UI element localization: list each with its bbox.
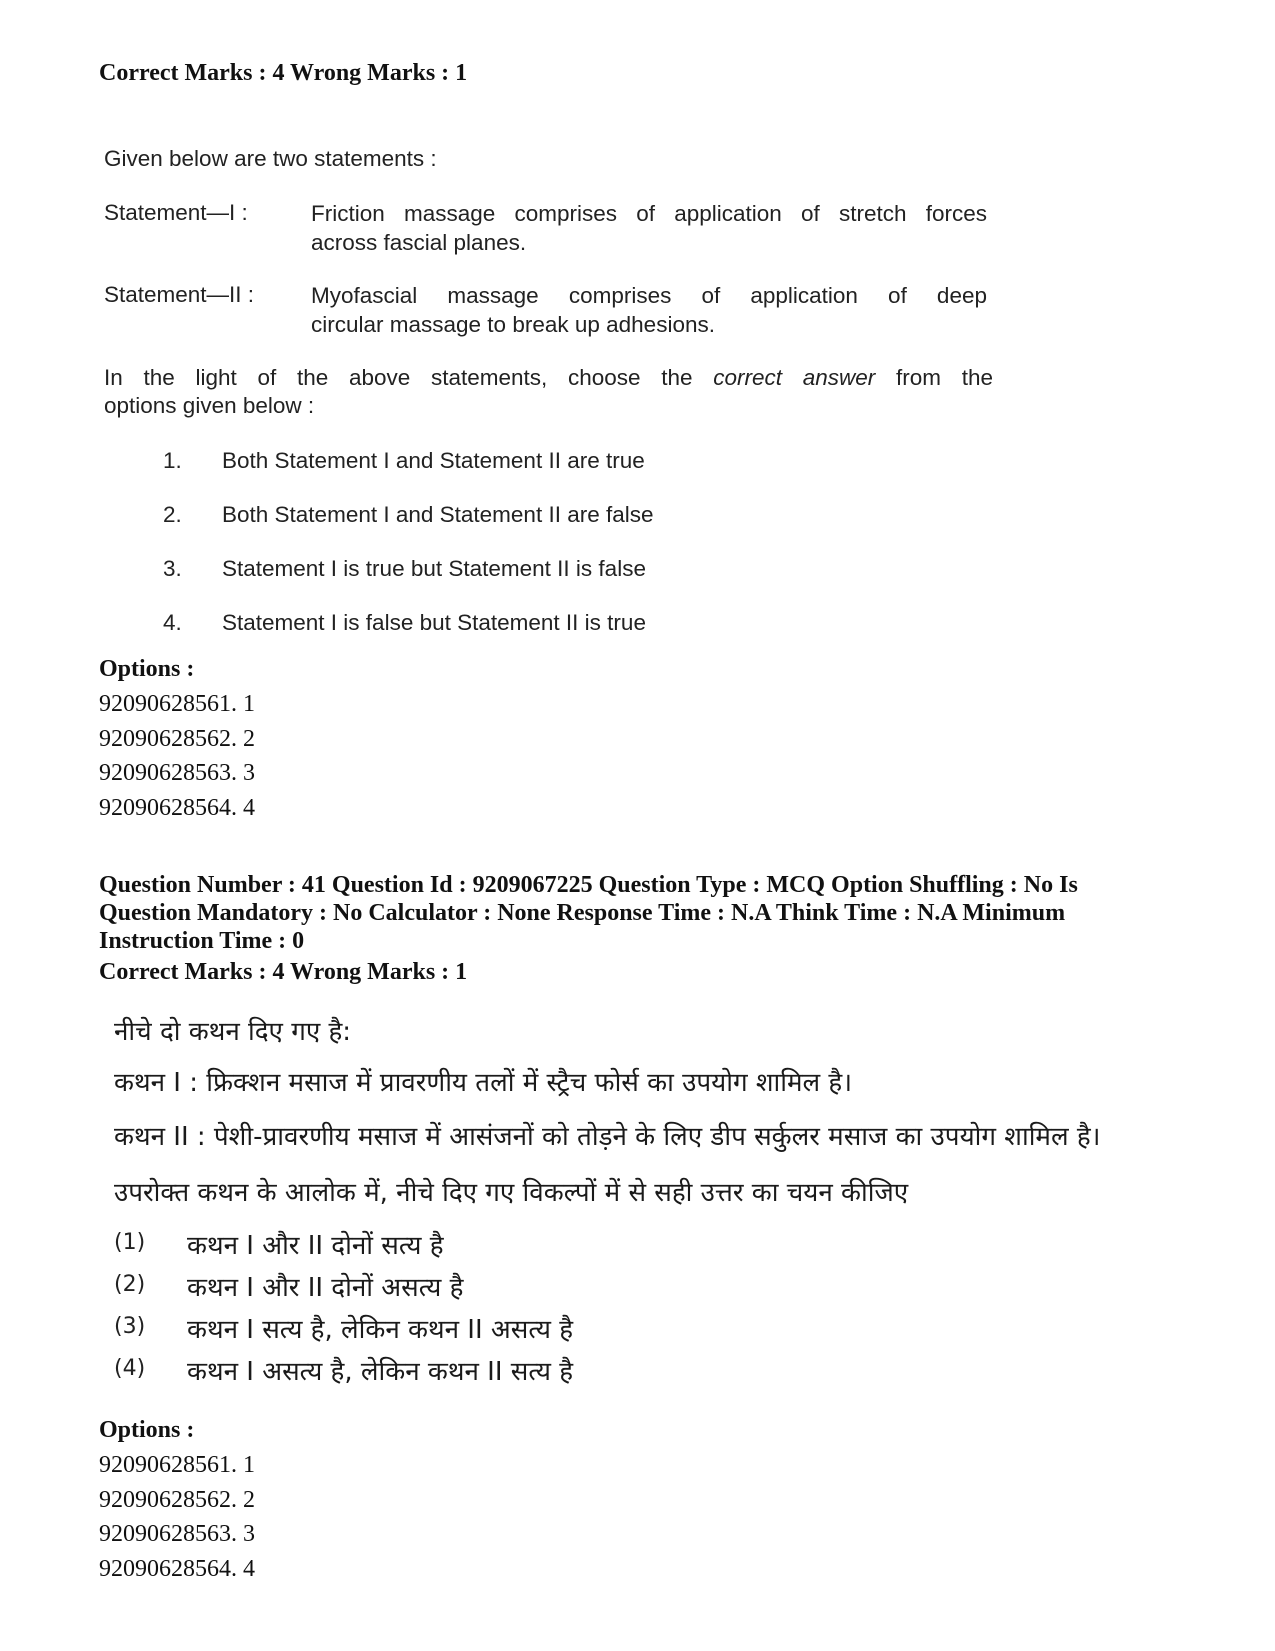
q41-choice-text: कथन I सत्य है, लेकिन कथन II असत्य है [187, 1315, 574, 1345]
q40-instruction-post: from the [875, 365, 994, 390]
list-item: 92090628562. 2 [99, 1486, 255, 1513]
q41-instruction: उपरोक्त कथन के आलोक में, नीचे दिए गए विकल्पों में से सही उत्तर का चयन कीजिए [114, 1178, 909, 1208]
q40-options-label: Options : [99, 656, 195, 682]
list-item: 92090628564. 4 [99, 794, 255, 821]
list-item: 92090628563. 3 [99, 760, 255, 786]
q41-meta-line3: Instruction Time : 0 [99, 928, 305, 954]
list-item: 92090628564. 4 [99, 1555, 255, 1582]
q41-meta-line2: Question Mandatory : No Calculator : None Response Time : N.A Think Time : N.A Minimum [99, 900, 1066, 926]
q40-instruction-pre: In the light of the above statements, choose the [104, 365, 714, 390]
q40-choice-text: Statement I is true but Statement II is false [222, 556, 646, 581]
q40-instruction-line2: options given below : [104, 393, 315, 418]
q41-marks: Correct Marks : 4 Wrong Marks : 1 [99, 959, 468, 985]
q41-choice-text: कथन I और II दोनों सत्य है [187, 1231, 444, 1261]
q41-meta [99, 871, 1189, 955]
q41-choice-num: (3) [114, 1314, 146, 1339]
q41-options-list [99, 1448, 255, 1586]
q41-meta-line1: Question Number : 41 Question Id : 9209067225 Question Type : MCQ Option Shuffling : No Is [99, 872, 1078, 898]
q40-statement1-line1: Friction massage comprises of application of stretch forces [311, 201, 987, 226]
q40-statement2-line1: Myofascial massage comprises of application of deep [311, 283, 987, 308]
list-item: 92090628561. 1 [99, 1452, 255, 1478]
q41-choice-text: कथन I और II दोनों असत्य है [187, 1273, 464, 1303]
list-item: 92090628563. 3 [99, 1521, 255, 1547]
q40-statement2-line2: circular massage to break up adhesions. [311, 312, 715, 337]
q40-choice-num: 4. [163, 610, 182, 635]
q40-choice-text: Statement I is false but Statement II is true [222, 610, 646, 635]
q40-statement1-label: Statement—I : [104, 200, 248, 225]
q41-statement1: कथन I : फ्रिक्शन मसाज में प्रावरणीय तलों में स्ट्रैच फोर्स का उपयोग शामिल है। [114, 1068, 853, 1098]
q40-instruction-emphasis: correct answer [713, 365, 876, 390]
q41-choice-num: (1) [114, 1230, 146, 1255]
q40-statement1-line2: across fascial planes. [311, 230, 527, 255]
q40-choice-num: 1. [163, 448, 182, 473]
q40-statement2 [311, 281, 987, 339]
q41-intro: नीचे दो कथन दिए गए है: [114, 1017, 352, 1047]
q41-choice-num: (4) [114, 1356, 146, 1381]
q41-options-label: Options : [99, 1417, 195, 1443]
q41-statement2: कथन II : पेशी-प्रावरणीय मसाज में आसंजनों को तोड़ने के लिए डीप सर्कुलर मसाज का उपयोग शामिल है। [114, 1122, 1101, 1152]
q40-statement2-label: Statement—II : [104, 282, 255, 307]
list-item: 92090628561. 1 [99, 691, 255, 717]
q40-choice-text: Both Statement I and Statement II are false [222, 502, 654, 527]
q40-marks: Correct Marks : 4 Wrong Marks : 1 [99, 60, 468, 86]
q40-instruction [104, 363, 993, 393]
q40-options-list [99, 687, 255, 825]
q40-choice-text: Both Statement I and Statement II are true [222, 448, 645, 473]
q40-intro: Given below are two statements : [104, 146, 437, 171]
q40-choice-num: 2. [163, 502, 182, 527]
q40-statement1 [311, 199, 987, 257]
q41-choice-text: कथन I असत्य है, लेकिन कथन II सत्य है [187, 1357, 574, 1387]
q41-choice-num: (2) [114, 1272, 146, 1297]
q40-choice-num: 3. [163, 556, 182, 581]
list-item: 92090628562. 2 [99, 725, 255, 752]
